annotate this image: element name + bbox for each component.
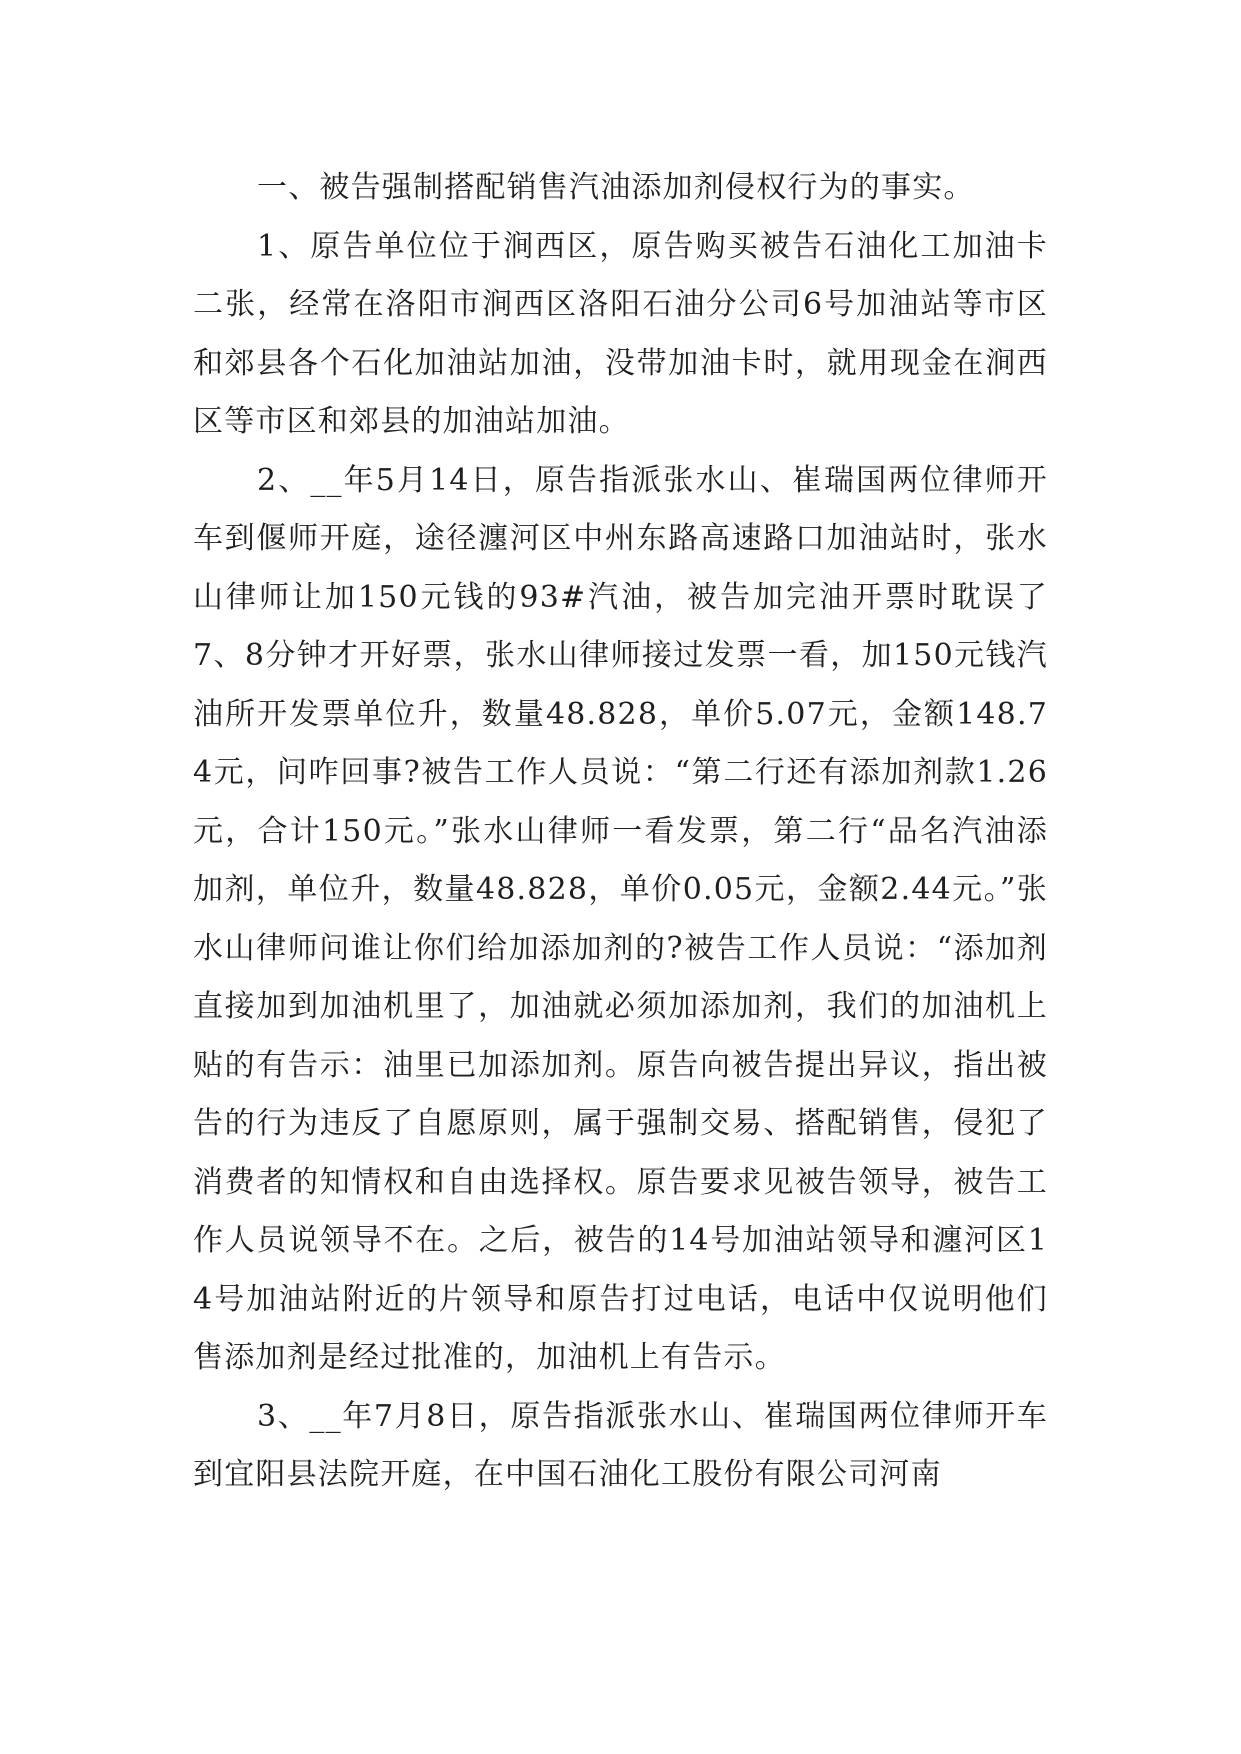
paragraph-2: 2、__年5月14日，原告指派张水山、崔瑞国两位律师开车到偃师开庭，途径瀍河区中州东路高速路口加油站时，张水山律师让加150元钱的93#汽油，被告加完油开票时耽误了7、8分钟才开好票，张水山律师接过发票一看，加150元钱汽油所开发票单位升，数量48.828，单价5.07元，金额148.74元，问咋回事?被告工作人员说：“第二行还有添加剂款1.26元，合计150元。”张水山律师一看发票，第二行“品名汽油添加剂，单位升，数量48.828，单价0.05元，金额2.44元。”张水山律师问谁让你们给加添加剂的?被告工作人员说：“添加剂直接加到加油机里了，加油就必须加添加剂，我们的加油机上贴的有告示：油里已加添加剂。原告向被告提出异议，指出被告的行为违反了自愿原则，属于强制交易、搭配销售，侵犯了消费者的知情权和自由选择权。原告要求见被告领导，被告工作人员说领导不在。之后，被告的14号加油站领导和瀍河区14号加油站附近的片领导和原告打过电话，电话中仅说明他们售添加剂是经过批准的，加油机上有告示。 — [193, 462, 1048, 1375]
paragraph-1: 1、原告单位位于涧西区，原告购买被告石油化工加油卡二张，经常在洛阳市涧西区洛阳石油分公司6号加油站等市区和郊县各个石化加油站加油，没带加油卡时，就用现金在涧西区等市区和郊县的加油站加油。 — [193, 228, 1048, 439]
heading-paragraph: 一、被告强制搭配销售汽油添加剂侵权行为的事实。 — [257, 170, 975, 205]
document-body — [193, 159, 1048, 1505]
paragraph-3: 3、__年7月8日，原告指派张水山、崔瑞国两位律师开车到宜阳县法院开庭，在中国石油化工股份有限公司河南 — [193, 1398, 1048, 1492]
